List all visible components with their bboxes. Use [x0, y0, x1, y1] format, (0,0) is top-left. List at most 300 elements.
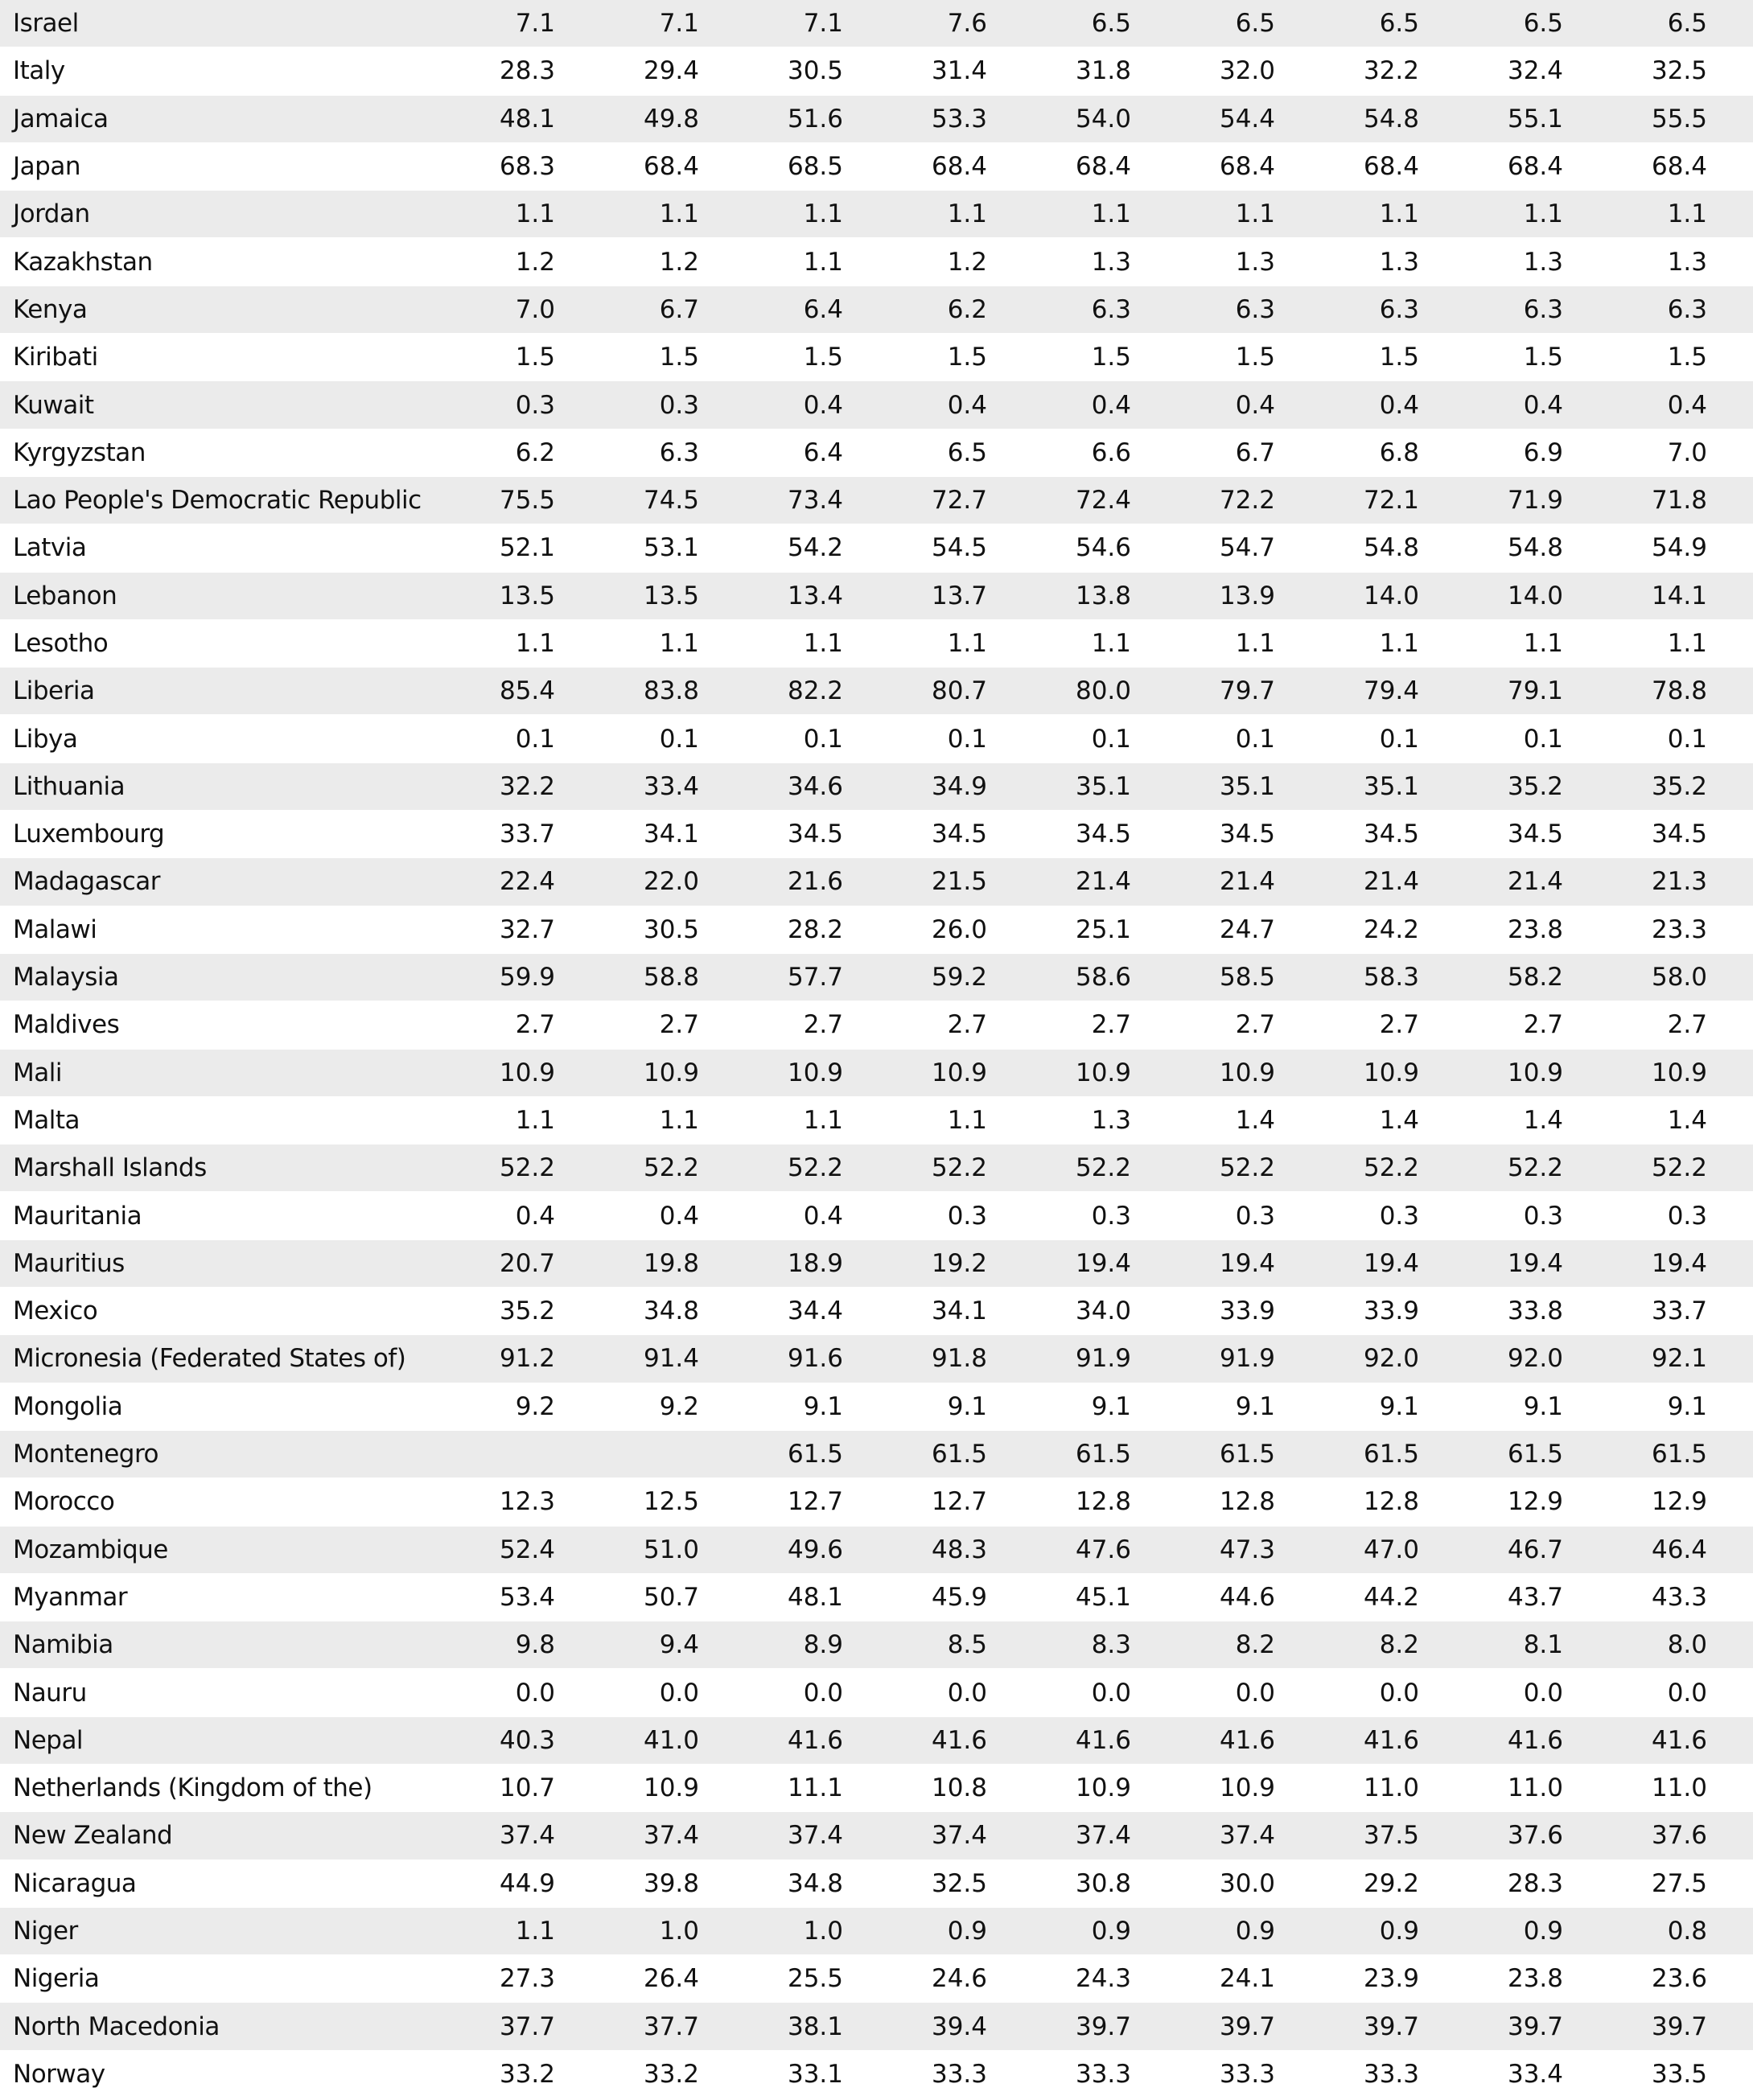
value-cell: 13.5	[643, 581, 699, 610]
table-row	[0, 1288, 1753, 1335]
value-cell: 10.7	[499, 1773, 555, 1803]
value-cell: 91.9	[1075, 1344, 1131, 1374]
value-cell: 46.7	[1507, 1535, 1563, 1564]
value-cell: 9.8	[515, 1630, 555, 1660]
value-cell: 58.2	[1507, 963, 1563, 992]
value-cell: 34.9	[931, 771, 987, 801]
value-cell: 23.3	[1651, 914, 1707, 944]
table-row	[0, 2003, 1753, 2050]
value-cell: 6.2	[947, 294, 987, 324]
value-cell: 33.4	[1507, 2059, 1563, 2089]
value-cell: 58.0	[1651, 963, 1707, 992]
country-cell: Japan	[13, 152, 80, 182]
value-cell: 49.6	[787, 1535, 843, 1564]
value-cell: 79.4	[1363, 676, 1419, 706]
country-cell: Jordan	[13, 199, 90, 229]
value-cell: 80.7	[931, 676, 987, 706]
value-cell: 41.6	[1219, 1725, 1275, 1755]
country-cell: Nigeria	[13, 1964, 100, 1994]
value-cell: 2.7	[1667, 1010, 1707, 1040]
table-row	[0, 1001, 1753, 1049]
value-cell: 0.9	[1235, 1917, 1275, 1946]
value-cell: 33.7	[499, 820, 555, 849]
value-cell: 54.2	[787, 533, 843, 563]
country-cell: Luxembourg	[13, 820, 165, 849]
value-cell: 34.5	[787, 820, 843, 849]
value-cell: 68.3	[499, 152, 555, 182]
value-cell: 1.3	[1523, 247, 1563, 277]
value-cell: 9.1	[1091, 1391, 1131, 1421]
value-cell: 1.5	[1667, 343, 1707, 372]
value-cell: 11.0	[1507, 1773, 1563, 1803]
value-cell: 0.4	[515, 1201, 555, 1231]
country-cell: New Zealand	[13, 1821, 173, 1851]
value-cell: 2.7	[1523, 1010, 1563, 1040]
value-cell: 1.1	[1523, 629, 1563, 658]
value-cell: 61.5	[1075, 1440, 1131, 1469]
value-cell: 1.1	[1235, 629, 1275, 658]
value-cell: 21.4	[1075, 867, 1131, 897]
value-cell: 22.4	[499, 867, 555, 897]
table-row	[0, 1955, 1753, 2003]
value-cell: 41.6	[1507, 1725, 1563, 1755]
value-cell: 72.2	[1219, 486, 1275, 516]
value-cell: 1.1	[947, 629, 987, 658]
value-cell: 41.0	[643, 1725, 699, 1755]
value-cell: 45.9	[931, 1582, 987, 1612]
value-cell: 34.5	[1363, 820, 1419, 849]
value-cell: 12.8	[1219, 1487, 1275, 1517]
country-cell: Morocco	[13, 1487, 115, 1517]
value-cell: 10.9	[931, 1058, 987, 1087]
country-cell: Malta	[13, 1105, 80, 1135]
value-cell: 0.1	[1667, 724, 1707, 754]
value-cell: 6.3	[1667, 294, 1707, 324]
table-row	[0, 1050, 1753, 1097]
value-cell: 1.3	[1091, 1105, 1131, 1135]
table-row	[0, 906, 1753, 954]
value-cell: 21.5	[931, 867, 987, 897]
country-cell: Mauritania	[13, 1201, 142, 1231]
value-cell: 30.8	[1075, 1868, 1131, 1898]
value-cell: 9.1	[803, 1391, 843, 1421]
value-cell: 33.9	[1219, 1297, 1275, 1326]
value-cell: 71.8	[1651, 486, 1707, 516]
value-cell: 51.0	[643, 1535, 699, 1564]
value-cell: 0.3	[1379, 1201, 1419, 1231]
value-cell: 32.0	[1219, 56, 1275, 86]
table-row	[0, 1192, 1753, 1239]
value-cell: 0.3	[515, 390, 555, 420]
value-cell: 1.4	[1235, 1105, 1275, 1135]
table-row	[0, 1574, 1753, 1621]
value-cell: 58.8	[643, 963, 699, 992]
value-cell: 37.4	[931, 1821, 987, 1851]
value-cell: 6.3	[1091, 294, 1131, 324]
value-cell: 1.4	[1523, 1105, 1563, 1135]
value-cell: 54.0	[1075, 104, 1131, 134]
value-cell: 82.2	[787, 676, 843, 706]
value-cell: 1.1	[947, 1105, 987, 1135]
country-cell: Kazakhstan	[13, 247, 153, 277]
value-cell: 34.8	[787, 1868, 843, 1898]
value-cell: 92.1	[1651, 1344, 1707, 1374]
value-cell: 0.3	[1091, 1201, 1131, 1231]
table-row	[0, 573, 1753, 620]
value-cell: 26.0	[931, 914, 987, 944]
value-cell: 0.3	[1523, 1201, 1563, 1231]
country-cell: Lithuania	[13, 771, 126, 801]
table-row	[0, 668, 1753, 715]
value-cell: 34.5	[1507, 820, 1563, 849]
value-cell: 0.1	[803, 724, 843, 754]
value-cell: 0.1	[1523, 724, 1563, 754]
country-cell: Madagascar	[13, 867, 161, 897]
table-row	[0, 334, 1753, 381]
value-cell: 30.5	[643, 914, 699, 944]
table-row	[0, 1335, 1753, 1383]
value-cell: 58.5	[1219, 963, 1275, 992]
value-cell: 2.7	[1091, 1010, 1131, 1040]
value-cell: 37.4	[499, 1821, 555, 1851]
value-cell: 9.4	[659, 1630, 699, 1660]
value-cell: 14.0	[1507, 581, 1563, 610]
value-cell: 79.7	[1219, 676, 1275, 706]
value-cell: 6.4	[803, 294, 843, 324]
table-row	[0, 1527, 1753, 1574]
value-cell: 0.0	[1379, 1678, 1419, 1708]
value-cell: 1.1	[515, 199, 555, 229]
value-cell: 37.4	[1219, 1821, 1275, 1851]
value-cell: 52.2	[1507, 1153, 1563, 1183]
value-cell: 8.5	[947, 1630, 987, 1660]
value-cell: 46.4	[1651, 1535, 1707, 1564]
value-cell: 1.3	[1235, 247, 1275, 277]
value-cell: 1.5	[1235, 343, 1275, 372]
value-cell: 24.3	[1075, 1964, 1131, 1994]
value-cell: 47.0	[1363, 1535, 1419, 1564]
value-cell: 37.4	[787, 1821, 843, 1851]
value-cell: 68.4	[1651, 152, 1707, 182]
value-cell: 27.5	[1651, 1868, 1707, 1898]
value-cell: 0.8	[1667, 1917, 1707, 1946]
table-row	[0, 2051, 1753, 2098]
value-cell: 83.8	[643, 676, 699, 706]
value-cell: 91.6	[787, 1344, 843, 1374]
value-cell: 32.5	[1651, 56, 1707, 86]
value-cell: 13.8	[1075, 581, 1131, 610]
value-cell: 10.9	[1363, 1058, 1419, 1087]
country-cell: Namibia	[13, 1630, 113, 1660]
value-cell: 68.4	[931, 152, 987, 182]
value-cell: 6.6	[1091, 438, 1131, 467]
value-cell: 8.2	[1235, 1630, 1275, 1660]
table-row	[0, 1145, 1753, 1192]
value-cell: 34.5	[1651, 820, 1707, 849]
value-cell: 1.3	[1379, 247, 1419, 277]
table-row	[0, 1717, 1753, 1765]
value-cell: 0.4	[803, 390, 843, 420]
country-cell: Liberia	[13, 676, 95, 706]
value-cell: 68.5	[787, 152, 843, 182]
value-cell: 0.0	[1091, 1678, 1131, 1708]
value-cell: 1.3	[1091, 247, 1131, 277]
value-cell: 23.9	[1363, 1964, 1419, 1994]
value-cell: 37.4	[1075, 1821, 1131, 1851]
value-cell: 0.3	[659, 390, 699, 420]
value-cell: 54.7	[1219, 533, 1275, 563]
value-cell: 0.0	[659, 1678, 699, 1708]
value-cell: 10.9	[499, 1058, 555, 1087]
value-cell: 0.9	[1091, 1917, 1131, 1946]
value-cell: 43.3	[1651, 1582, 1707, 1612]
value-cell: 25.5	[787, 1964, 843, 1994]
value-cell: 1.1	[515, 1105, 555, 1135]
value-cell: 8.0	[1667, 1630, 1707, 1660]
value-cell: 1.1	[803, 247, 843, 277]
value-cell: 1.1	[803, 629, 843, 658]
value-cell: 6.3	[659, 438, 699, 467]
value-cell: 19.2	[931, 1248, 987, 1278]
value-cell: 37.7	[499, 2012, 555, 2041]
value-cell: 33.3	[1363, 2059, 1419, 2089]
value-cell: 21.3	[1651, 867, 1707, 897]
value-cell: 32.2	[1363, 56, 1419, 86]
value-cell: 79.1	[1507, 676, 1563, 706]
value-cell: 1.1	[659, 199, 699, 229]
value-cell: 6.5	[1523, 9, 1563, 39]
value-cell: 39.7	[1507, 2012, 1563, 2041]
table-row	[0, 1765, 1753, 1812]
value-cell: 33.2	[499, 2059, 555, 2089]
value-cell: 0.4	[947, 390, 987, 420]
country-cell: Lebanon	[13, 581, 117, 610]
value-cell: 34.6	[787, 771, 843, 801]
value-cell: 37.4	[643, 1821, 699, 1851]
value-cell: 19.4	[1219, 1248, 1275, 1278]
value-cell: 9.1	[1667, 1391, 1707, 1421]
value-cell: 1.1	[1379, 199, 1419, 229]
table-row	[0, 954, 1753, 1001]
value-cell: 0.1	[515, 724, 555, 754]
value-cell: 2.7	[1235, 1010, 1275, 1040]
value-cell: 44.6	[1219, 1582, 1275, 1612]
value-cell: 12.3	[499, 1487, 555, 1517]
value-cell: 0.4	[803, 1201, 843, 1231]
value-cell: 0.0	[803, 1678, 843, 1708]
value-cell: 0.1	[1379, 724, 1419, 754]
value-cell: 30.0	[1219, 1868, 1275, 1898]
value-cell: 52.2	[1219, 1153, 1275, 1183]
value-cell: 10.9	[1075, 1058, 1131, 1087]
value-cell: 23.8	[1507, 1964, 1563, 1994]
value-cell: 1.5	[803, 343, 843, 372]
value-cell: 8.1	[1523, 1630, 1563, 1660]
value-cell: 39.7	[1219, 2012, 1275, 2041]
value-cell: 22.0	[643, 867, 699, 897]
value-cell: 13.9	[1219, 581, 1275, 610]
country-cell: Italy	[13, 56, 65, 86]
value-cell: 6.3	[1235, 294, 1275, 324]
value-cell: 13.7	[931, 581, 987, 610]
value-cell: 0.9	[947, 1917, 987, 1946]
value-cell: 12.9	[1651, 1487, 1707, 1517]
value-cell: 53.1	[643, 533, 699, 563]
value-cell: 68.4	[643, 152, 699, 182]
value-cell: 1.5	[1091, 343, 1131, 372]
value-cell: 59.9	[499, 963, 555, 992]
table-row	[0, 1669, 1753, 1716]
value-cell: 33.3	[931, 2059, 987, 2089]
value-cell: 61.5	[787, 1440, 843, 1469]
value-cell: 32.4	[1507, 56, 1563, 86]
value-cell: 45.1	[1075, 1582, 1131, 1612]
value-cell: 1.1	[1523, 199, 1563, 229]
country-cell: Netherlands (Kingdom of the)	[13, 1773, 372, 1803]
value-cell: 1.5	[1523, 343, 1563, 372]
value-cell: 40.3	[499, 1725, 555, 1755]
value-cell: 43.7	[1507, 1582, 1563, 1612]
value-cell: 10.9	[1075, 1773, 1131, 1803]
table-row	[0, 191, 1753, 238]
table-row	[0, 0, 1753, 47]
value-cell: 2.7	[515, 1010, 555, 1040]
value-cell: 0.9	[1523, 1917, 1563, 1946]
table-row	[0, 477, 1753, 524]
value-cell: 74.5	[643, 486, 699, 516]
value-cell: 0.4	[1379, 390, 1419, 420]
value-cell: 27.3	[499, 1964, 555, 1994]
country-cell: Nicaragua	[13, 1868, 137, 1898]
value-cell: 52.4	[499, 1535, 555, 1564]
table-row	[0, 524, 1753, 572]
value-cell: 68.4	[1507, 152, 1563, 182]
value-cell: 1.1	[515, 629, 555, 658]
value-cell: 0.3	[1667, 1201, 1707, 1231]
value-cell: 0.3	[947, 1201, 987, 1231]
value-cell: 0.4	[1235, 390, 1275, 420]
value-cell: 21.6	[787, 867, 843, 897]
value-cell: 75.5	[499, 486, 555, 516]
value-cell: 14.0	[1363, 581, 1419, 610]
value-cell: 39.7	[1651, 2012, 1707, 2041]
value-cell: 41.6	[1651, 1725, 1707, 1755]
country-cell: Nauru	[13, 1678, 87, 1708]
value-cell: 52.2	[787, 1153, 843, 1183]
value-cell: 32.2	[499, 771, 555, 801]
value-cell: 12.5	[643, 1487, 699, 1517]
country-cell: Micronesia (Federated States of)	[13, 1344, 406, 1374]
value-cell: 26.4	[643, 1964, 699, 1994]
table-row	[0, 286, 1753, 334]
value-cell: 30.5	[787, 56, 843, 86]
value-cell: 91.8	[931, 1344, 987, 1374]
country-cell: Malaysia	[13, 963, 119, 992]
value-cell: 1.2	[515, 247, 555, 277]
value-cell: 33.7	[1651, 1297, 1707, 1326]
value-cell: 6.5	[1667, 9, 1707, 39]
value-cell: 1.1	[803, 199, 843, 229]
value-cell: 54.5	[931, 533, 987, 563]
value-cell: 1.0	[803, 1917, 843, 1946]
country-cell: Montenegro	[13, 1440, 159, 1469]
country-cell: Nepal	[13, 1725, 84, 1755]
country-cell: Mozambique	[13, 1535, 168, 1564]
value-cell: 33.3	[1219, 2059, 1275, 2089]
value-cell: 1.1	[1091, 199, 1131, 229]
value-cell: 34.1	[931, 1297, 987, 1326]
value-cell: 21.4	[1363, 867, 1419, 897]
value-cell: 6.5	[1091, 9, 1131, 39]
value-cell: 21.4	[1219, 867, 1275, 897]
value-cell: 35.1	[1363, 771, 1419, 801]
value-cell: 52.1	[499, 533, 555, 563]
value-cell: 0.1	[1235, 724, 1275, 754]
table-row	[0, 1812, 1753, 1860]
value-cell: 71.9	[1507, 486, 1563, 516]
value-cell: 52.2	[1075, 1153, 1131, 1183]
value-cell: 41.6	[1075, 1725, 1131, 1755]
value-cell: 10.9	[1651, 1058, 1707, 1087]
value-cell: 50.7	[643, 1582, 699, 1612]
value-cell: 33.1	[787, 2059, 843, 2089]
value-cell: 0.4	[659, 1201, 699, 1231]
value-cell: 72.1	[1363, 486, 1419, 516]
value-cell: 19.8	[643, 1248, 699, 1278]
value-cell: 37.7	[643, 2012, 699, 2041]
country-cell: Mauritius	[13, 1248, 125, 1278]
country-cell: Mongolia	[13, 1391, 123, 1421]
value-cell: 39.7	[1075, 2012, 1131, 2041]
table-row	[0, 143, 1753, 191]
value-cell: 6.5	[1379, 9, 1419, 39]
table-row	[0, 1478, 1753, 1526]
value-cell: 58.6	[1075, 963, 1131, 992]
value-cell: 12.9	[1507, 1487, 1563, 1517]
value-cell: 29.4	[643, 56, 699, 86]
country-cell: North Macedonia	[13, 2012, 220, 2041]
value-cell: 6.9	[1523, 438, 1563, 467]
value-cell: 12.8	[1075, 1487, 1131, 1517]
value-cell: 49.8	[643, 104, 699, 134]
country-cell: Myanmar	[13, 1582, 128, 1612]
value-cell: 68.4	[1219, 152, 1275, 182]
country-cell: Kyrgyzstan	[13, 438, 146, 467]
value-cell: 0.4	[1523, 390, 1563, 420]
value-cell: 52.2	[1651, 1153, 1707, 1183]
value-cell: 1.1	[1235, 199, 1275, 229]
value-cell: 53.4	[499, 1582, 555, 1612]
value-cell: 19.4	[1507, 1248, 1563, 1278]
table-row	[0, 381, 1753, 429]
value-cell: 19.4	[1363, 1248, 1419, 1278]
value-cell: 7.0	[1667, 438, 1707, 467]
table-row	[0, 858, 1753, 906]
value-cell: 48.1	[499, 104, 555, 134]
value-cell: 54.8	[1507, 533, 1563, 563]
value-cell: 6.7	[659, 294, 699, 324]
value-cell: 12.7	[787, 1487, 843, 1517]
value-cell: 25.1	[1075, 914, 1131, 944]
value-cell: 0.1	[659, 724, 699, 754]
country-cell: Lao People's Democratic Republic	[13, 486, 422, 516]
value-cell: 0.3	[1235, 1201, 1275, 1231]
value-cell: 24.1	[1219, 1964, 1275, 1994]
table-row	[0, 620, 1753, 668]
value-cell: 0.1	[1091, 724, 1131, 754]
value-cell: 24.7	[1219, 914, 1275, 944]
value-cell: 0.0	[947, 1678, 987, 1708]
